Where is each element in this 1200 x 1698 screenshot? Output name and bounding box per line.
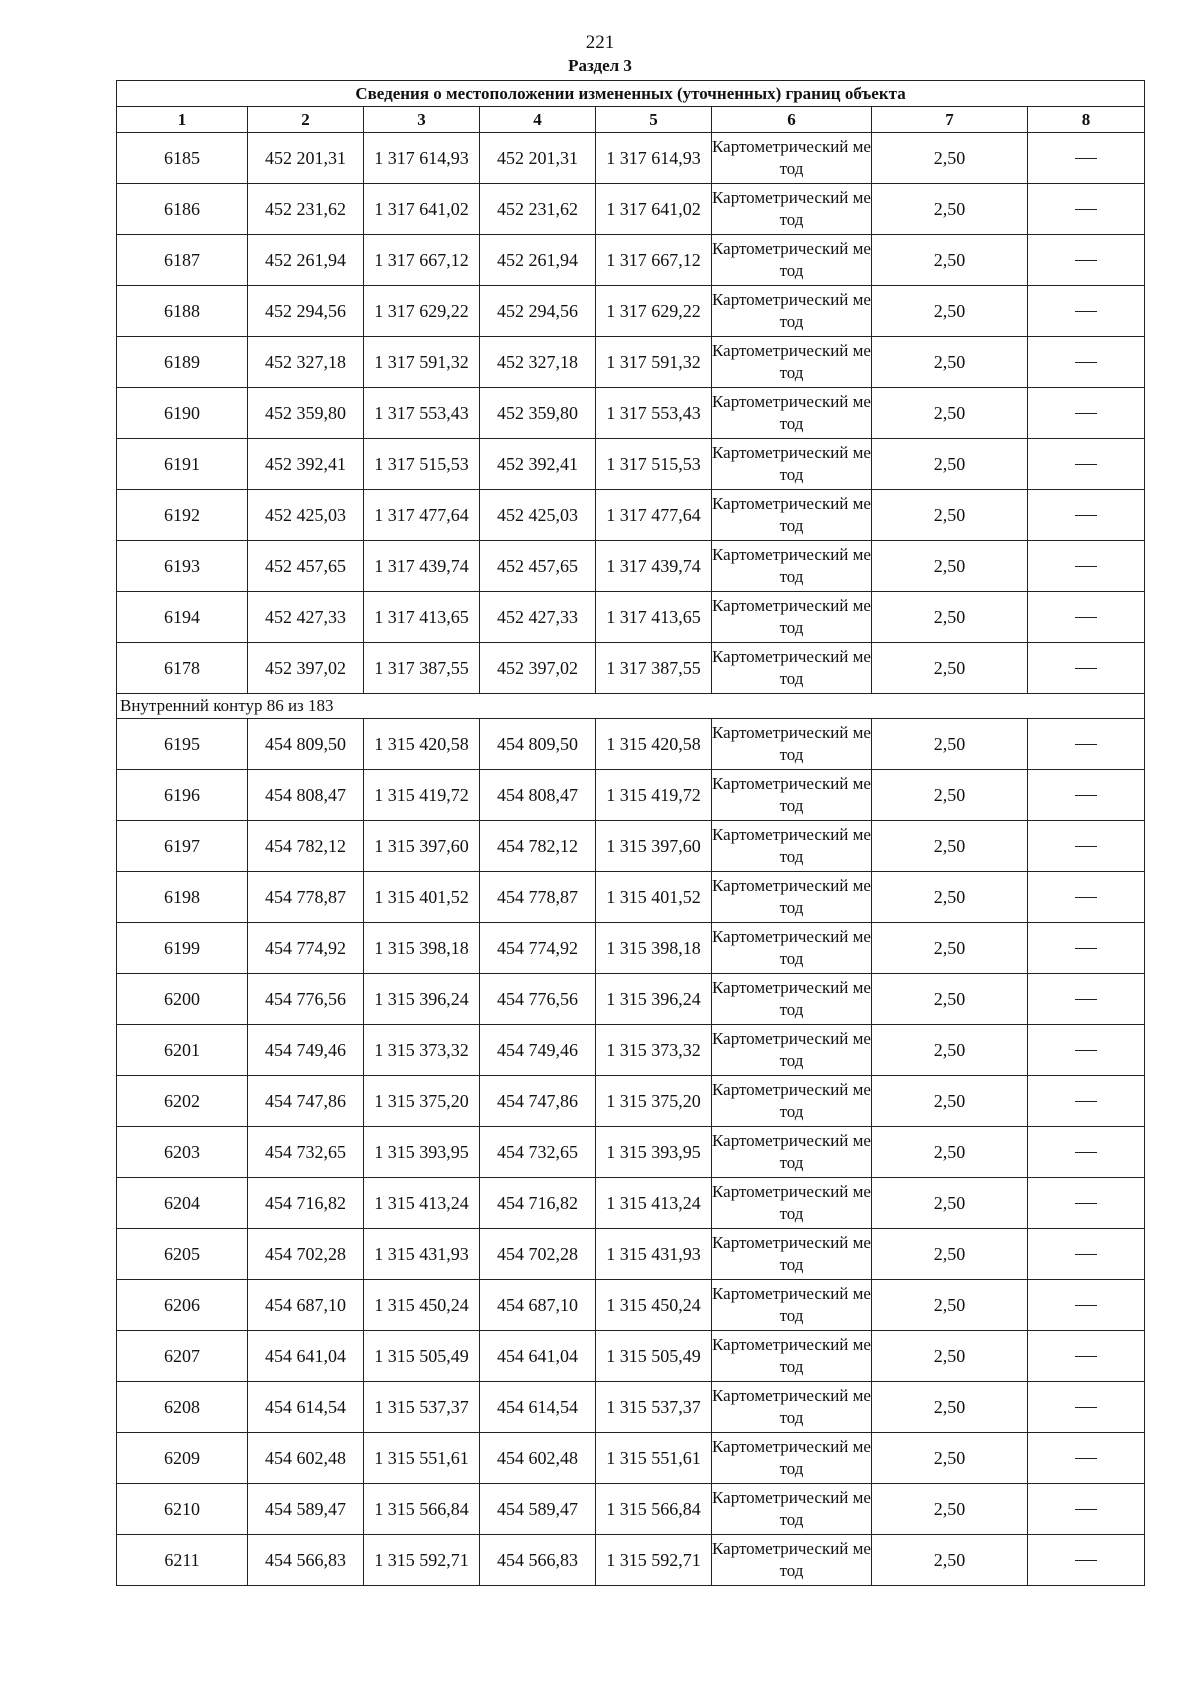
y-coordinate-cell: 1 315 551,61 [364,1433,480,1484]
x-coordinate-new-cell: 454 776,56 [480,974,596,1025]
table-caption-row [117,81,1145,107]
accuracy-cell: 2,50 [872,286,1028,337]
description-cell [1028,388,1145,439]
x-coordinate-new-cell: 454 566,83 [480,1535,596,1586]
dash-mark [1075,413,1097,415]
x-coordinate-new-cell: 454 716,82 [480,1178,596,1229]
x-coordinate-cell: 454 702,28 [248,1229,364,1280]
y-coordinate-cell: 1 317 553,43 [364,388,480,439]
description-cell [1028,337,1145,388]
x-coordinate-cell: 454 716,82 [248,1178,364,1229]
description-cell [1028,1229,1145,1280]
method-cell: Картометрический метод [712,286,872,337]
dash-mark [1075,617,1097,619]
x-coordinate-cell: 452 397,02 [248,643,364,694]
point-number-cell: 6192 [117,490,248,541]
point-number-cell: 6211 [117,1535,248,1586]
point-number-cell: 6204 [117,1178,248,1229]
x-coordinate-new-cell: 452 457,65 [480,541,596,592]
x-coordinate-cell: 454 589,47 [248,1484,364,1535]
accuracy-cell: 2,50 [872,1025,1028,1076]
y-coordinate-cell: 1 315 393,95 [364,1127,480,1178]
method-cell: Картометрический метод [712,388,872,439]
dash-mark [1075,668,1097,670]
table-row [117,541,1145,592]
description-cell [1028,1382,1145,1433]
table-row [117,337,1145,388]
accuracy-cell: 2,50 [872,337,1028,388]
section-title: Раздел 3 [568,56,632,75]
accuracy-cell: 2,50 [872,541,1028,592]
point-number-cell: 6209 [117,1433,248,1484]
method-cell: Картометрический метод [712,133,872,184]
description-cell [1028,1178,1145,1229]
x-coordinate-cell: 454 774,92 [248,923,364,974]
y-coordinate-cell: 1 315 537,37 [364,1382,480,1433]
dash-mark [1075,1254,1097,1256]
description-cell [1028,1535,1145,1586]
column-header-2: 2 [248,107,364,133]
description-cell [1028,1280,1145,1331]
table-row [117,872,1145,923]
description-cell [1028,439,1145,490]
column-header-6: 6 [712,107,872,133]
x-coordinate-cell: 452 201,31 [248,133,364,184]
y-coordinate-new-cell: 1 315 375,20 [596,1076,712,1127]
method-cell: Картометрический метод [712,1484,872,1535]
y-coordinate-cell: 1 317 629,22 [364,286,480,337]
x-coordinate-new-cell: 454 747,86 [480,1076,596,1127]
y-coordinate-new-cell: 1 317 553,43 [596,388,712,439]
method-cell: Картометрический метод [712,1535,872,1586]
method-cell: Картометрический метод [712,1229,872,1280]
y-coordinate-cell: 1 317 667,12 [364,235,480,286]
point-number-cell: 6186 [117,184,248,235]
y-coordinate-cell: 1 315 373,32 [364,1025,480,1076]
point-number-cell: 6196 [117,770,248,821]
accuracy-cell: 2,50 [872,1382,1028,1433]
method-cell: Картометрический метод [712,490,872,541]
x-coordinate-new-cell: 452 425,03 [480,490,596,541]
table-row [117,1535,1145,1586]
accuracy-cell: 2,50 [872,821,1028,872]
x-coordinate-new-cell: 454 589,47 [480,1484,596,1535]
table-row [117,1025,1145,1076]
dash-mark [1075,311,1097,313]
x-coordinate-new-cell: 454 774,92 [480,923,596,974]
column-header-7: 7 [872,107,1028,133]
dash-mark [1075,948,1097,950]
point-number-cell: 6191 [117,439,248,490]
y-coordinate-cell: 1 315 505,49 [364,1331,480,1382]
y-coordinate-cell: 1 317 439,74 [364,541,480,592]
accuracy-cell: 2,50 [872,1331,1028,1382]
point-number-cell: 6189 [117,337,248,388]
column-header-5: 5 [596,107,712,133]
table-row [117,133,1145,184]
x-coordinate-cell: 454 641,04 [248,1331,364,1382]
y-coordinate-new-cell: 1 315 592,71 [596,1535,712,1586]
table-row [117,286,1145,337]
x-coordinate-new-cell: 454 782,12 [480,821,596,872]
accuracy-cell: 2,50 [872,974,1028,1025]
x-coordinate-cell: 454 732,65 [248,1127,364,1178]
x-coordinate-new-cell: 452 231,62 [480,184,596,235]
accuracy-cell: 2,50 [872,719,1028,770]
table-row [117,770,1145,821]
accuracy-cell: 2,50 [872,133,1028,184]
point-number-cell: 6198 [117,872,248,923]
column-header-4: 4 [480,107,596,133]
x-coordinate-cell: 454 808,47 [248,770,364,821]
point-number-cell: 6205 [117,1229,248,1280]
y-coordinate-cell: 1 315 419,72 [364,770,480,821]
point-number-cell: 6185 [117,133,248,184]
x-coordinate-cell: 452 457,65 [248,541,364,592]
accuracy-cell: 2,50 [872,235,1028,286]
dash-mark [1075,1407,1097,1409]
y-coordinate-cell: 1 317 387,55 [364,643,480,694]
y-coordinate-cell: 1 317 641,02 [364,184,480,235]
accuracy-cell: 2,50 [872,1280,1028,1331]
y-coordinate-new-cell: 1 315 401,52 [596,872,712,923]
description-cell [1028,1025,1145,1076]
description-cell [1028,643,1145,694]
table-row [117,1382,1145,1433]
y-coordinate-new-cell: 1 317 477,64 [596,490,712,541]
x-coordinate-new-cell: 452 294,56 [480,286,596,337]
dash-mark [1075,1305,1097,1307]
table-row [117,439,1145,490]
table-row [117,821,1145,872]
table-row [117,184,1145,235]
y-coordinate-new-cell: 1 315 419,72 [596,770,712,821]
description-cell [1028,1331,1145,1382]
y-coordinate-new-cell: 1 317 591,32 [596,337,712,388]
y-coordinate-new-cell: 1 315 420,58 [596,719,712,770]
y-coordinate-new-cell: 1 317 413,65 [596,592,712,643]
y-coordinate-new-cell: 1 317 641,02 [596,184,712,235]
x-coordinate-new-cell: 454 602,48 [480,1433,596,1484]
method-cell: Картометрический метод [712,1433,872,1484]
accuracy-cell: 2,50 [872,388,1028,439]
method-cell: Картометрический метод [712,1280,872,1331]
y-coordinate-cell: 1 315 431,93 [364,1229,480,1280]
point-number-cell: 6193 [117,541,248,592]
y-coordinate-new-cell: 1 317 439,74 [596,541,712,592]
accuracy-cell: 2,50 [872,643,1028,694]
method-cell: Картометрический метод [712,184,872,235]
description-cell [1028,592,1145,643]
table-caption: Сведения о местоположении измененных (уточненных) границ объекта [117,81,1145,107]
x-coordinate-new-cell: 454 687,10 [480,1280,596,1331]
y-coordinate-new-cell: 1 315 393,95 [596,1127,712,1178]
y-coordinate-new-cell: 1 315 396,24 [596,974,712,1025]
table-row [117,1076,1145,1127]
accuracy-cell: 2,50 [872,1535,1028,1586]
table-row [117,490,1145,541]
table-row [117,1331,1145,1382]
x-coordinate-cell: 454 747,86 [248,1076,364,1127]
x-coordinate-cell: 452 427,33 [248,592,364,643]
y-coordinate-cell: 1 315 397,60 [364,821,480,872]
x-coordinate-cell: 452 294,56 [248,286,364,337]
x-coordinate-new-cell: 452 261,94 [480,235,596,286]
x-coordinate-cell: 452 359,80 [248,388,364,439]
dash-mark [1075,1050,1097,1052]
table-body [117,133,1145,1586]
y-coordinate-cell: 1 315 592,71 [364,1535,480,1586]
point-number-cell: 6206 [117,1280,248,1331]
method-cell: Картометрический метод [712,643,872,694]
table-row [117,923,1145,974]
x-coordinate-cell: 454 614,54 [248,1382,364,1433]
x-coordinate-new-cell: 454 808,47 [480,770,596,821]
dash-mark [1075,362,1097,364]
contour-label: Внутренний контур 86 из 183 [117,694,1145,719]
table-row [117,719,1145,770]
table-row [117,1229,1145,1280]
method-cell: Картометрический метод [712,439,872,490]
point-number-cell: 6188 [117,286,248,337]
point-number-cell: 6199 [117,923,248,974]
dash-mark [1075,1101,1097,1103]
table-row [117,1280,1145,1331]
dash-mark [1075,1356,1097,1358]
accuracy-cell: 2,50 [872,184,1028,235]
dash-mark [1075,846,1097,848]
table-row [117,974,1145,1025]
method-cell: Картометрический метод [712,235,872,286]
dash-mark [1075,209,1097,211]
table-row [117,1178,1145,1229]
description-cell [1028,133,1145,184]
point-number-cell: 6203 [117,1127,248,1178]
dash-mark [1075,744,1097,746]
description-cell [1028,974,1145,1025]
method-cell: Картометрический метод [712,592,872,643]
y-coordinate-cell: 1 315 413,24 [364,1178,480,1229]
table-row [117,1484,1145,1535]
x-coordinate-new-cell: 454 641,04 [480,1331,596,1382]
x-coordinate-cell: 454 809,50 [248,719,364,770]
accuracy-cell: 2,50 [872,923,1028,974]
y-coordinate-new-cell: 1 317 629,22 [596,286,712,337]
table-row [117,1433,1145,1484]
coordinates-table [116,80,1145,1586]
dash-mark [1075,260,1097,262]
point-number-cell: 6208 [117,1382,248,1433]
description-cell [1028,923,1145,974]
point-number-cell: 6200 [117,974,248,1025]
point-number-cell: 6197 [117,821,248,872]
table-row [117,235,1145,286]
description-cell [1028,719,1145,770]
dash-mark [1075,515,1097,517]
dash-mark [1075,158,1097,160]
x-coordinate-cell: 454 778,87 [248,872,364,923]
y-coordinate-new-cell: 1 317 515,53 [596,439,712,490]
dash-mark [1075,795,1097,797]
y-coordinate-new-cell: 1 315 413,24 [596,1178,712,1229]
x-coordinate-new-cell: 452 427,33 [480,592,596,643]
y-coordinate-new-cell: 1 315 505,49 [596,1331,712,1382]
description-cell [1028,1433,1145,1484]
dash-mark [1075,1152,1097,1154]
table-row [117,643,1145,694]
description-cell [1028,286,1145,337]
method-cell: Картометрический метод [712,719,872,770]
description-cell [1028,184,1145,235]
accuracy-cell: 2,50 [872,872,1028,923]
page-number: 221 [585,32,615,53]
method-cell: Картометрический метод [712,1127,872,1178]
y-coordinate-cell: 1 315 401,52 [364,872,480,923]
y-coordinate-cell: 1 315 566,84 [364,1484,480,1535]
dash-mark [1075,999,1097,1001]
x-coordinate-cell: 454 687,10 [248,1280,364,1331]
y-coordinate-new-cell: 1 315 431,93 [596,1229,712,1280]
method-cell: Картометрический метод [712,337,872,388]
point-number-cell: 6194 [117,592,248,643]
accuracy-cell: 2,50 [872,1178,1028,1229]
y-coordinate-cell: 1 317 614,93 [364,133,480,184]
accuracy-cell: 2,50 [872,1484,1028,1535]
x-coordinate-new-cell: 454 702,28 [480,1229,596,1280]
x-coordinate-new-cell: 454 778,87 [480,872,596,923]
point-number-cell: 6201 [117,1025,248,1076]
point-number-cell: 6195 [117,719,248,770]
method-cell: Картометрический метод [712,1382,872,1433]
description-cell [1028,872,1145,923]
y-coordinate-cell: 1 315 375,20 [364,1076,480,1127]
method-cell: Картометрический метод [712,1178,872,1229]
description-cell [1028,1484,1145,1535]
x-coordinate-new-cell: 454 732,65 [480,1127,596,1178]
y-coordinate-cell: 1 317 591,32 [364,337,480,388]
y-coordinate-cell: 1 315 450,24 [364,1280,480,1331]
point-number-cell: 6190 [117,388,248,439]
x-coordinate-cell: 452 261,94 [248,235,364,286]
x-coordinate-cell: 454 749,46 [248,1025,364,1076]
method-cell: Картометрический метод [712,821,872,872]
x-coordinate-new-cell: 452 392,41 [480,439,596,490]
x-coordinate-cell: 452 392,41 [248,439,364,490]
x-coordinate-new-cell: 452 201,31 [480,133,596,184]
dash-mark [1075,1509,1097,1511]
method-cell: Картометрический метод [712,541,872,592]
y-coordinate-cell: 1 317 413,65 [364,592,480,643]
y-coordinate-new-cell: 1 315 397,60 [596,821,712,872]
x-coordinate-cell: 454 566,83 [248,1535,364,1586]
x-coordinate-new-cell: 452 327,18 [480,337,596,388]
accuracy-cell: 2,50 [872,439,1028,490]
dash-mark [1075,897,1097,899]
description-cell [1028,770,1145,821]
method-cell: Картометрический метод [712,1076,872,1127]
description-cell [1028,1127,1145,1178]
dash-mark [1075,1560,1097,1562]
contour-label-row [117,694,1145,719]
description-cell [1028,490,1145,541]
y-coordinate-new-cell: 1 315 373,32 [596,1025,712,1076]
y-coordinate-cell: 1 317 515,53 [364,439,480,490]
method-cell: Картометрический метод [712,1025,872,1076]
y-coordinate-new-cell: 1 315 398,18 [596,923,712,974]
table-row [117,1127,1145,1178]
x-coordinate-cell: 454 782,12 [248,821,364,872]
column-header-3: 3 [364,107,480,133]
description-cell [1028,821,1145,872]
table-header-row [117,107,1145,133]
accuracy-cell: 2,50 [872,1433,1028,1484]
accuracy-cell: 2,50 [872,770,1028,821]
accuracy-cell: 2,50 [872,1229,1028,1280]
point-number-cell: 6207 [117,1331,248,1382]
point-number-cell: 6187 [117,235,248,286]
accuracy-cell: 2,50 [872,592,1028,643]
column-header-8: 8 [1028,107,1145,133]
x-coordinate-cell: 454 602,48 [248,1433,364,1484]
x-coordinate-new-cell: 454 749,46 [480,1025,596,1076]
point-number-cell: 6178 [117,643,248,694]
x-coordinate-cell: 454 776,56 [248,974,364,1025]
y-coordinate-new-cell: 1 315 551,61 [596,1433,712,1484]
x-coordinate-cell: 452 231,62 [248,184,364,235]
y-coordinate-new-cell: 1 317 387,55 [596,643,712,694]
method-cell: Картометрический метод [712,923,872,974]
y-coordinate-cell: 1 317 477,64 [364,490,480,541]
y-coordinate-cell: 1 315 396,24 [364,974,480,1025]
method-cell: Картометрический метод [712,1331,872,1382]
accuracy-cell: 2,50 [872,1076,1028,1127]
column-header-1: 1 [117,107,248,133]
description-cell [1028,1076,1145,1127]
dash-mark [1075,566,1097,568]
x-coordinate-new-cell: 454 614,54 [480,1382,596,1433]
dash-mark [1075,1203,1097,1205]
dash-mark [1075,464,1097,466]
y-coordinate-cell: 1 315 398,18 [364,923,480,974]
y-coordinate-new-cell: 1 317 614,93 [596,133,712,184]
description-cell [1028,235,1145,286]
point-number-cell: 6202 [117,1076,248,1127]
method-cell: Картометрический метод [712,974,872,1025]
dash-mark [1075,1458,1097,1460]
point-number-cell: 6210 [117,1484,248,1535]
y-coordinate-new-cell: 1 315 450,24 [596,1280,712,1331]
x-coordinate-cell: 452 425,03 [248,490,364,541]
accuracy-cell: 2,50 [872,490,1028,541]
method-cell: Картометрический метод [712,770,872,821]
y-coordinate-new-cell: 1 315 537,37 [596,1382,712,1433]
x-coordinate-new-cell: 452 397,02 [480,643,596,694]
x-coordinate-cell: 452 327,18 [248,337,364,388]
description-cell [1028,541,1145,592]
accuracy-cell: 2,50 [872,1127,1028,1178]
method-cell: Картометрический метод [712,872,872,923]
y-coordinate-new-cell: 1 315 566,84 [596,1484,712,1535]
y-coordinate-new-cell: 1 317 667,12 [596,235,712,286]
x-coordinate-new-cell: 454 809,50 [480,719,596,770]
y-coordinate-cell: 1 315 420,58 [364,719,480,770]
x-coordinate-new-cell: 452 359,80 [480,388,596,439]
table-row [117,592,1145,643]
table-row [117,388,1145,439]
